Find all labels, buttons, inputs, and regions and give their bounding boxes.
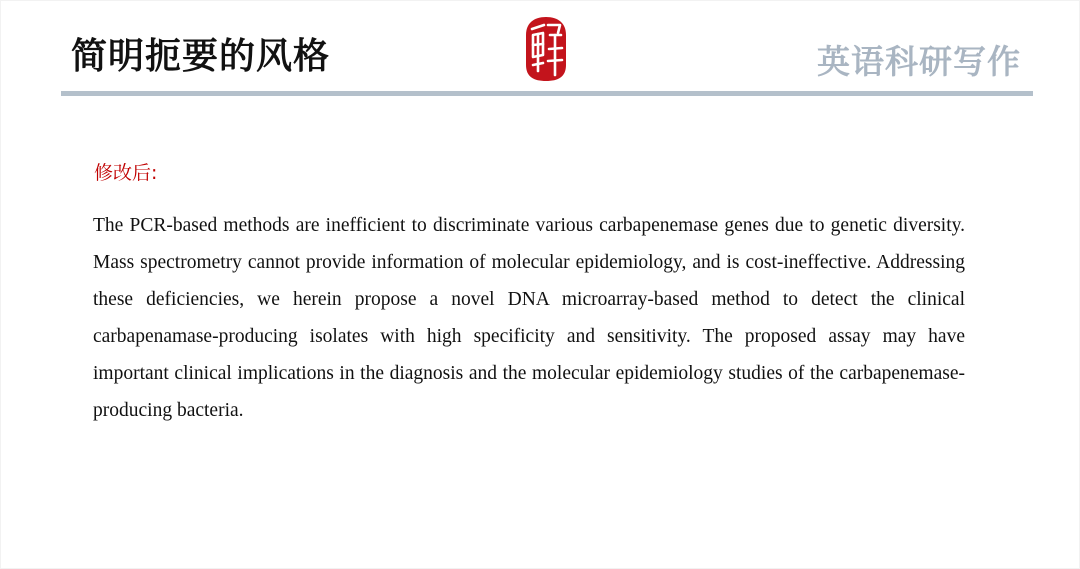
revised-paragraph: The PCR-based methods are inefficient to discriminate various carbapenemase genes due to genetic diversity. Mass spectrometry cannot provide information of molecular epidemiology, and is cost-ineffective. Addressing these deficiencies, we herein propose a novel DNA microarray-based method to detect the clinical carbapenamase-producing isolates with high specificity and sensitivity. The proposed assay may have important clinical implications in the diagnosis and the molecular epidemiology studies of the carbapenemase-producing bacteria. xyxy=(93,215,965,421)
revised-label: 修改后: xyxy=(94,162,158,184)
course-name: 英语科研写作 xyxy=(817,42,1021,81)
header-divider xyxy=(61,91,1033,96)
seal-logo xyxy=(524,15,568,83)
slide-title: 简明扼要的风格 xyxy=(71,36,331,77)
